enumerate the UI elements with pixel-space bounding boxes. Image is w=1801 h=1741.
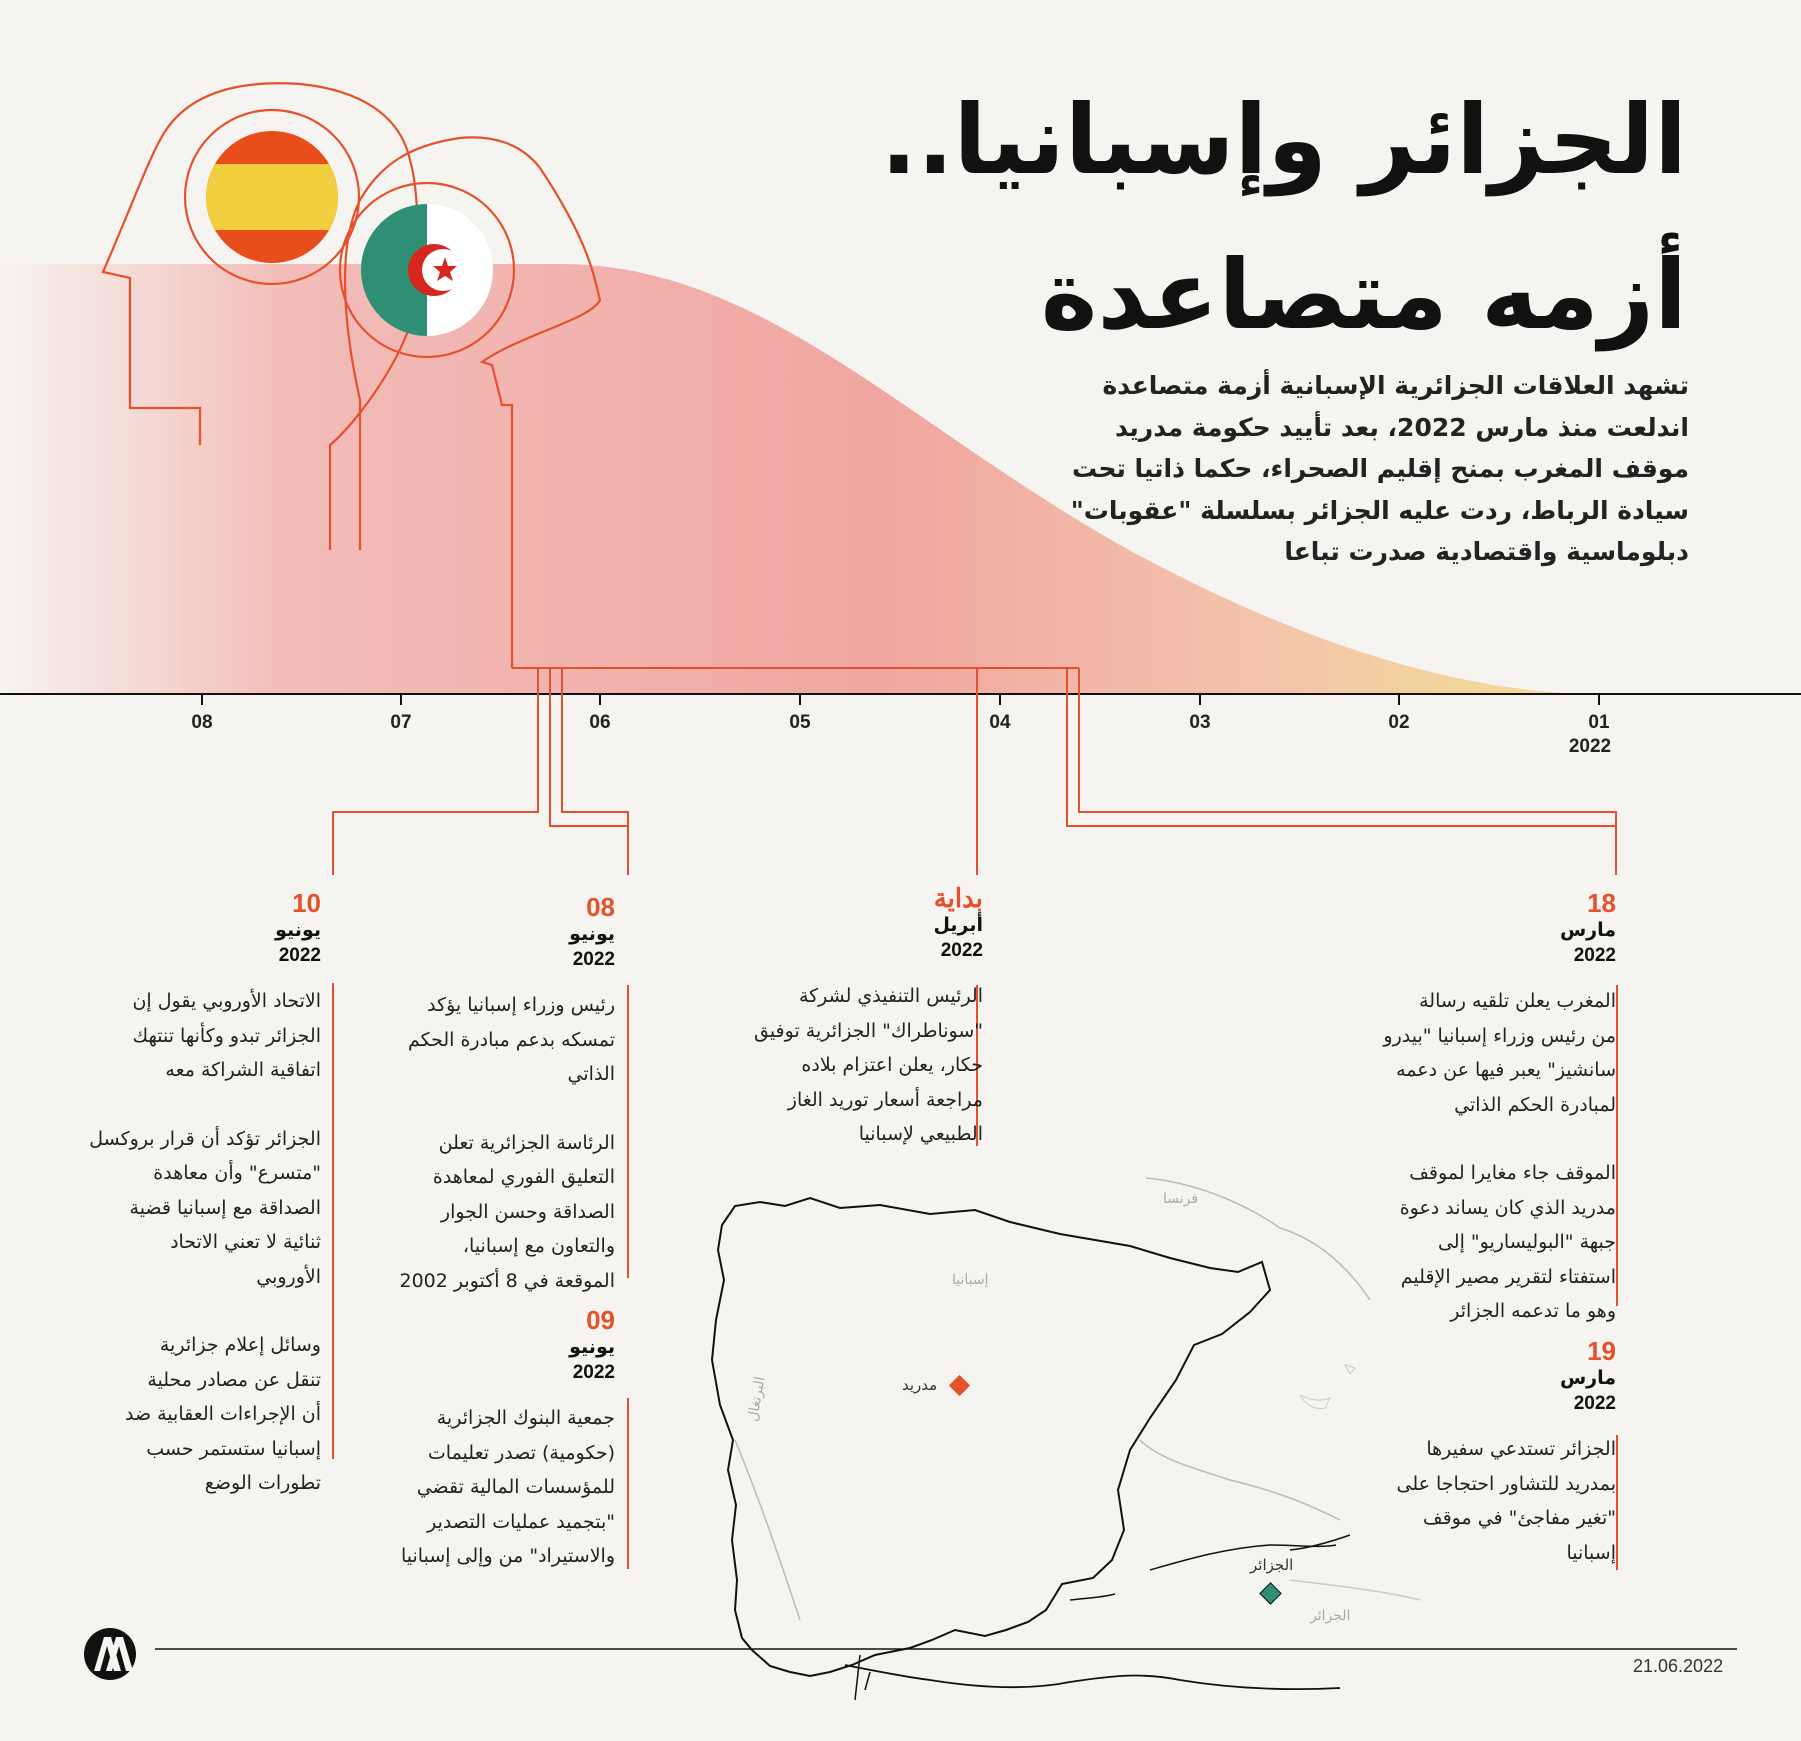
event-text-line: الرئاسة الجزائرية تعلن (438, 1131, 615, 1154)
event-body (335, 1401, 615, 1574)
event-text-line: "بتجميد عمليات التصدير (427, 1510, 615, 1533)
event-text-line: "متسرع" وأن معاهدة (153, 1162, 321, 1184)
map-label-algeria-country: الجزائر (1310, 1608, 1351, 1624)
event-text-line: "سوناطراك" الجزائرية توفيق (753, 1019, 983, 1042)
event-year: 2022 (1573, 945, 1616, 966)
event-body (703, 979, 983, 1152)
event-paragraph (703, 979, 983, 1152)
tick-label: 07 (390, 712, 412, 733)
tick-label: 08 (191, 712, 213, 733)
event-body (41, 984, 321, 1501)
event-june-08 (335, 892, 615, 1298)
event-paragraph (1336, 1156, 1616, 1329)
event-text-line: من رئيس وزراء إسبانيا "بيدرو (1383, 1024, 1616, 1047)
event-march-18 (1336, 888, 1616, 1329)
event-text-line: والتعاون مع إسبانيا، (462, 1235, 615, 1257)
event-paragraph (1336, 984, 1616, 1122)
event-paragraph (1336, 1432, 1616, 1570)
map-label-france: فرنسا (1163, 1191, 1199, 1207)
event-text-line: مدريد الذي كان يساند دعوة (1399, 1196, 1616, 1219)
event-text-line: رئيس وزراء إسبانيا يؤكد (427, 994, 615, 1016)
event-june-09 (335, 1305, 615, 1574)
event-text-line: وهو ما تدعمه الجزائر (1450, 1300, 1616, 1322)
aa-logo-icon (84, 1628, 136, 1680)
event-day: بداية (933, 883, 983, 913)
event-month: مارس (1559, 1367, 1616, 1389)
event-year: 2022 (572, 949, 615, 970)
city-label-algiers: الجزائر (1250, 1556, 1294, 1574)
event-text-line: الأوروبي (256, 1265, 321, 1288)
tick-label: 02 (1388, 712, 1410, 733)
event-text-line: الاتحاد الأوروبي يقول إن (132, 990, 321, 1012)
event-text-line: مراجعة أسعار توريد الغاز (787, 1088, 983, 1111)
tick-year-label: 2022 (1568, 736, 1612, 757)
event-text-line: حكار، يعلن اعتزام بلاده (801, 1054, 983, 1076)
event-paragraph (335, 988, 615, 1092)
map-label-portugal: البرتغال (745, 1375, 769, 1423)
axis-tick-marks (202, 694, 1599, 705)
event-march-19 (1336, 1336, 1616, 1570)
event-text-line: تنقل عن مصادر محلية (147, 1368, 321, 1391)
event-text-line: جمعية البنوك الجزائرية (436, 1407, 615, 1429)
tick-label: 01 (1588, 712, 1610, 733)
event-year: 2022 (572, 1362, 615, 1383)
event-day: 09 (586, 1305, 615, 1335)
city-label-madrid: مدريد (902, 1376, 938, 1394)
event-june-10 (41, 888, 321, 1501)
event-day: 08 (586, 892, 615, 922)
event-year: 2022 (278, 945, 321, 966)
intro-line: اندلعت منذ مارس 2022، بعد تأييد حكومة مدريد (1114, 412, 1689, 442)
event-month: يونيو (275, 919, 321, 941)
intro-line: موقف المغرب بمنح إقليم الصحراء، حكما ذاتيا تحت (1071, 454, 1689, 483)
event-year: 2022 (1573, 1393, 1616, 1414)
event-text-line: الصداقة وحسن الجوار (440, 1200, 615, 1223)
title-line-1: الجزائر وإسبانيا.. (880, 84, 1687, 196)
event-paragraph (41, 984, 321, 1088)
event-april (703, 883, 983, 1152)
event-text-line: إسبانيا ستستمر حسب (146, 1437, 321, 1460)
event-paragraph (335, 1126, 615, 1299)
publish-date: 21.06.2022 (1633, 1656, 1724, 1676)
event-month: يونيو (569, 1336, 615, 1358)
tick-label: 04 (989, 712, 1011, 733)
event-text-line: الموقف جاء مغايرا لموقف (1409, 1162, 1616, 1184)
event-text-line: أن الإجراءات العقابية ضد (124, 1403, 321, 1425)
event-text-line: الموقعة في 8 أكتوبر 2002 (399, 1269, 615, 1292)
event-text-line: الذاتي (567, 1063, 615, 1085)
event-text-line: تطورات الوضع (204, 1472, 321, 1494)
event-year: 2022 (940, 940, 983, 961)
intro-paragraph (1070, 365, 1689, 573)
event-text-line: وسائل إعلام جزائرية (159, 1334, 321, 1356)
intro-line: تشهد العلاقات الجزائرية الإسبانية أزمة متصاعدة (1102, 371, 1689, 400)
event-body (335, 988, 615, 1298)
event-text-line: الجزائر تبدو وكأنها تنتهك (132, 1024, 321, 1047)
event-body (1336, 984, 1616, 1329)
event-text-line: الطبيعي لإسبانيا (858, 1123, 983, 1145)
intro-line: دبلوماسية واقتصادية صدرت تباعا (1284, 537, 1689, 566)
tick-label: 03 (1189, 712, 1211, 733)
madrid-marker (949, 1375, 970, 1396)
event-paragraph (335, 1401, 615, 1574)
event-month: أبريل (933, 914, 983, 936)
event-text-line: التعليق الفوري لمعاهدة (432, 1166, 615, 1188)
event-text-line: جبهة "البوليساريو" إلى (1437, 1231, 1616, 1253)
title-line-2: أزمه متصاعدة (1040, 239, 1687, 351)
map-label-spain: إسبانيا (952, 1272, 989, 1288)
spain-flag (200, 125, 350, 275)
event-text-line: سانشيز" يعبر فيها عن دعمه (1396, 1059, 1616, 1081)
event-text-line: الرئيس التنفيذي لشركة (798, 985, 983, 1007)
event-day: 19 (1587, 1336, 1616, 1366)
tick-label: 05 (789, 712, 811, 733)
event-paragraph (41, 1328, 321, 1501)
event-month: يونيو (569, 923, 615, 945)
event-text-line: (حكومية) تصدر تعليمات (427, 1441, 615, 1464)
event-body (1336, 1432, 1616, 1570)
event-text-line: إسبانيا (1566, 1541, 1616, 1564)
event-month: مارس (1559, 919, 1616, 941)
event-text-line: الجزائر تؤكد أن قرار بروكسل (89, 1127, 321, 1150)
event-paragraph (41, 1122, 321, 1295)
event-day: 18 (1587, 888, 1616, 918)
tick-label: 06 (589, 712, 611, 733)
event-text-line: للمؤسسات المالية تقضي (416, 1476, 615, 1498)
event-text-line: لمبادرة الحكم الذاتي (1454, 1093, 1616, 1116)
intro-line: سيادة الرباط، ردت عليه الجزائر بسلسلة "عقوبات" (1070, 495, 1689, 525)
event-text-line: الجزائر تستدعي سفيرها (1426, 1438, 1616, 1460)
event-text-line: تمسكه بدعم مبادرة الحكم (407, 1028, 615, 1051)
event-text-line: ثنائية لا تعني الاتحاد (170, 1231, 321, 1253)
event-text-line: والاستيراد" من وإلى إسبانيا (400, 1545, 615, 1567)
event-day: 10 (292, 888, 321, 918)
event-text-line: اتفاقية الشراكة معه (165, 1059, 321, 1081)
event-text-line: الصداقة مع إسبانيا قضية (129, 1196, 321, 1219)
algiers-marker (1260, 1583, 1281, 1604)
event-text-line: بمدريد للتشاور احتجاجا على (1396, 1472, 1616, 1495)
event-text-line: استفتاء لتقرير مصير الإقليم (1400, 1265, 1616, 1288)
event-text-line: المغرب يعلن تلقيه رسالة (1419, 990, 1616, 1012)
event-text-line: "تغير مفاجئ" في موقف (1422, 1507, 1616, 1529)
